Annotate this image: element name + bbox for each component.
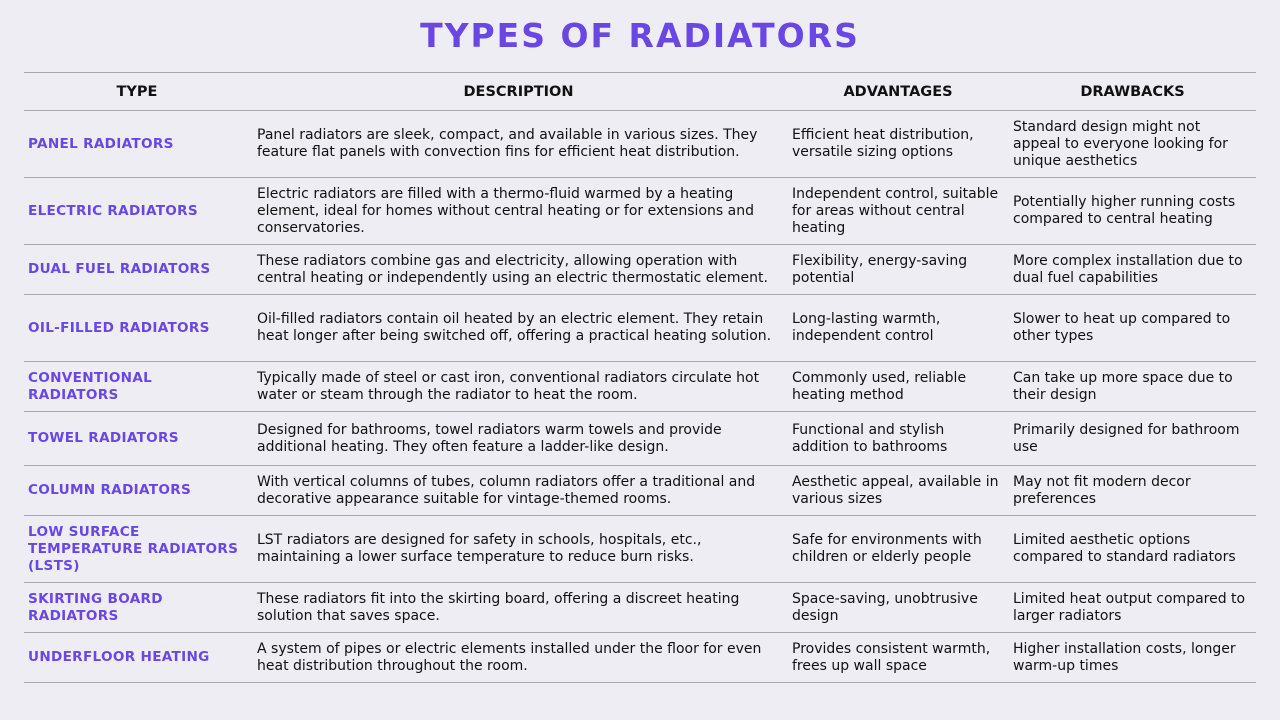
row-advantages: Space-saving, unobtrusive design xyxy=(787,583,1009,633)
row-type: OIL-FILLED RADIATORS xyxy=(24,295,250,362)
row-advantages: Provides consistent warmth, frees up wall space xyxy=(787,633,1009,683)
row-drawbacks: May not fit modern decor preferences xyxy=(1009,466,1256,516)
table-row xyxy=(24,245,1256,295)
row-advantages: Functional and stylish addition to bathrooms xyxy=(787,412,1009,466)
table-row xyxy=(24,178,1256,245)
row-type: ELECTRIC RADIATORS xyxy=(24,178,250,245)
table-row xyxy=(24,633,1256,683)
row-advantages: Long-lasting warmth, independent control xyxy=(787,295,1009,362)
row-drawbacks: More complex installation due to dual fuel capabilities xyxy=(1009,245,1256,295)
row-type: COLUMN RADIATORS xyxy=(24,466,250,516)
row-drawbacks: Limited heat output compared to larger radiators xyxy=(1009,583,1256,633)
row-advantages: Independent control, suitable for areas without central heating xyxy=(787,178,1009,245)
row-drawbacks: Can take up more space due to their design xyxy=(1009,362,1256,412)
table-row xyxy=(24,295,1256,362)
row-advantages: Flexibility, energy-saving potential xyxy=(787,245,1009,295)
row-advantages: Commonly used, reliable heating method xyxy=(787,362,1009,412)
row-description: These radiators combine gas and electricity, allowing operation with central heating or independently using an electric thermostatic element. xyxy=(250,245,787,295)
table-row xyxy=(24,583,1256,633)
row-type: TOWEL RADIATORS xyxy=(24,412,250,466)
row-drawbacks: Limited aesthetic options compared to standard radiators xyxy=(1009,516,1256,583)
header-advantages: ADVANTAGES xyxy=(787,73,1009,111)
row-description: These radiators fit into the skirting board, offering a discreet heating solution that saves space. xyxy=(250,583,787,633)
table-header-row xyxy=(24,73,1256,111)
row-description: LST radiators are designed for safety in schools, hospitals, etc., maintaining a lower surface temperature to reduce burn risks. xyxy=(250,516,787,583)
row-drawbacks: Potentially higher running costs compared to central heating xyxy=(1009,178,1256,245)
row-type: DUAL FUEL RADIATORS xyxy=(24,245,250,295)
table-row xyxy=(24,466,1256,516)
table-row xyxy=(24,516,1256,583)
row-advantages: Safe for environments with children or elderly people xyxy=(787,516,1009,583)
row-drawbacks: Higher installation costs, longer warm-up times xyxy=(1009,633,1256,683)
radiator-table xyxy=(24,72,1256,683)
row-type: UNDERFLOOR HEATING xyxy=(24,633,250,683)
row-description: Designed for bathrooms, towel radiators warm towels and provide additional heating. They often feature a ladder-like design. xyxy=(250,412,787,466)
row-description: With vertical columns of tubes, column radiators offer a traditional and decorative appearance suitable for vintage-themed rooms. xyxy=(250,466,787,516)
header-drawbacks: DRAWBACKS xyxy=(1009,73,1256,111)
row-advantages: Aesthetic appeal, available in various sizes xyxy=(787,466,1009,516)
row-type: SKIRTING BOARD RADIATORS xyxy=(24,583,250,633)
table-row xyxy=(24,111,1256,178)
row-description: Typically made of steel or cast iron, conventional radiators circulate hot water or steam through the radiator to heat the room. xyxy=(250,362,787,412)
row-drawbacks: Slower to heat up compared to other types xyxy=(1009,295,1256,362)
row-type: CONVENTIONAL RADIATORS xyxy=(24,362,250,412)
page-title: TYPES OF RADIATORS xyxy=(420,16,860,55)
row-description: Panel radiators are sleek, compact, and available in various sizes. They feature flat panels with convection fins for efficient heat distribution. xyxy=(250,111,787,178)
row-type: PANEL RADIATORS xyxy=(24,111,250,178)
row-description: A system of pipes or electric elements installed under the floor for even heat distribution throughout the room. xyxy=(250,633,787,683)
row-description: Oil-filled radiators contain oil heated by an electric element. They retain heat longer after being switched off, offering a practical heating solution. xyxy=(250,295,787,362)
row-description: Electric radiators are filled with a thermo-fluid warmed by a heating element, ideal for homes without central heating or for extensions and conservatories. xyxy=(250,178,787,245)
table-row xyxy=(24,412,1256,466)
header-type: TYPE xyxy=(24,73,250,111)
row-drawbacks: Standard design might not appeal to everyone looking for unique aesthetics xyxy=(1009,111,1256,178)
row-advantages: Efficient heat distribution, versatile sizing options xyxy=(787,111,1009,178)
row-drawbacks: Primarily designed for bathroom use xyxy=(1009,412,1256,466)
table-row xyxy=(24,362,1256,412)
row-type: LOW SURFACE TEMPERATURE RADIATORS (LSTS) xyxy=(24,516,250,583)
header-description: DESCRIPTION xyxy=(250,73,787,111)
